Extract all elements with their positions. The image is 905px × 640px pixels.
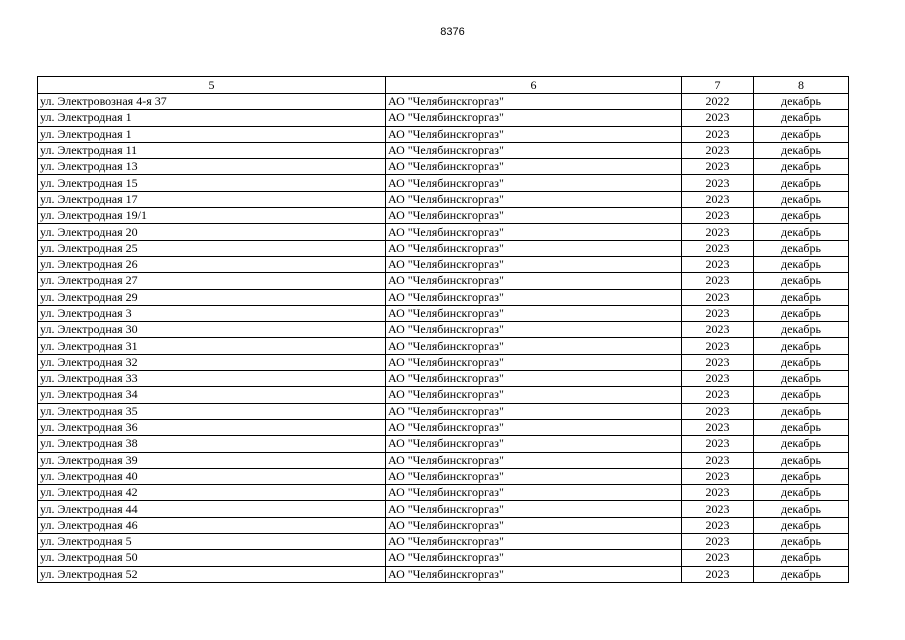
organization-cell: АО "Челябинскгоргаз" — [386, 550, 682, 566]
table-row — [38, 256, 849, 272]
year-cell: 2023 — [682, 371, 754, 387]
table-header-row — [38, 77, 849, 94]
organization-cell: АО "Челябинскгоргаз" — [386, 159, 682, 175]
data-table — [37, 76, 849, 583]
table-row — [38, 126, 849, 142]
organization-cell: АО "Челябинскгоргаз" — [386, 322, 682, 338]
month-cell: декабрь — [754, 175, 849, 191]
organization-cell: АО "Челябинскгоргаз" — [386, 305, 682, 321]
table-row — [38, 322, 849, 338]
year-cell: 2023 — [682, 534, 754, 550]
organization-cell: АО "Челябинскгоргаз" — [386, 485, 682, 501]
year-cell: 2023 — [682, 485, 754, 501]
year-cell: 2023 — [682, 159, 754, 175]
organization-cell: АО "Челябинскгоргаз" — [386, 256, 682, 272]
month-cell: декабрь — [754, 566, 849, 582]
month-cell: декабрь — [754, 208, 849, 224]
year-cell: 2023 — [682, 175, 754, 191]
year-cell: 2023 — [682, 403, 754, 419]
table-body — [38, 94, 849, 583]
address-cell: ул. Электродная 33 — [38, 371, 386, 387]
table-row — [38, 354, 849, 370]
month-cell: декабрь — [754, 126, 849, 142]
organization-cell: АО "Челябинскгоргаз" — [386, 94, 682, 110]
month-cell: декабрь — [754, 501, 849, 517]
address-cell: ул. Электродная 29 — [38, 289, 386, 305]
column-header: 8 — [754, 77, 849, 94]
organization-cell: АО "Челябинскгоргаз" — [386, 142, 682, 158]
month-cell: декабрь — [754, 289, 849, 305]
month-cell: декабрь — [754, 387, 849, 403]
month-cell: декабрь — [754, 452, 849, 468]
table-row — [38, 240, 849, 256]
year-cell: 2023 — [682, 354, 754, 370]
year-cell: 2023 — [682, 419, 754, 435]
column-header: 6 — [386, 77, 682, 94]
month-cell: декабрь — [754, 191, 849, 207]
address-cell: ул. Электродная 52 — [38, 566, 386, 582]
organization-cell: АО "Челябинскгоргаз" — [386, 387, 682, 403]
month-cell: декабрь — [754, 517, 849, 533]
table-row — [38, 468, 849, 484]
month-cell: декабрь — [754, 256, 849, 272]
organization-cell: АО "Челябинскгоргаз" — [386, 208, 682, 224]
table-row — [38, 566, 849, 582]
organization-cell: АО "Челябинскгоргаз" — [386, 224, 682, 240]
table-row — [38, 403, 849, 419]
month-cell: декабрь — [754, 371, 849, 387]
year-cell: 2023 — [682, 273, 754, 289]
address-cell: ул. Электровозная 4-я 37 — [38, 94, 386, 110]
table-row — [38, 94, 849, 110]
organization-cell: АО "Челябинскгоргаз" — [386, 273, 682, 289]
organization-cell: АО "Челябинскгоргаз" — [386, 452, 682, 468]
month-cell: декабрь — [754, 224, 849, 240]
organization-cell: АО "Челябинскгоргаз" — [386, 354, 682, 370]
organization-cell: АО "Челябинскгоргаз" — [386, 371, 682, 387]
organization-cell: АО "Челябинскгоргаз" — [386, 517, 682, 533]
year-cell: 2023 — [682, 501, 754, 517]
column-header: 5 — [38, 77, 386, 94]
month-cell: декабрь — [754, 419, 849, 435]
table-row — [38, 273, 849, 289]
address-cell: ул. Электродная 38 — [38, 436, 386, 452]
year-cell: 2023 — [682, 322, 754, 338]
month-cell: декабрь — [754, 159, 849, 175]
organization-cell: АО "Челябинскгоргаз" — [386, 566, 682, 582]
organization-cell: АО "Челябинскгоргаз" — [386, 534, 682, 550]
table-row — [38, 387, 849, 403]
page-number: 8376 — [440, 26, 465, 38]
year-cell: 2023 — [682, 338, 754, 354]
year-cell: 2023 — [682, 289, 754, 305]
table-row — [38, 419, 849, 435]
year-cell: 2023 — [682, 110, 754, 126]
address-cell: ул. Электродная 26 — [38, 256, 386, 272]
table-row — [38, 305, 849, 321]
address-cell: ул. Электродная 13 — [38, 159, 386, 175]
table-row — [38, 452, 849, 468]
address-cell: ул. Электродная 32 — [38, 354, 386, 370]
year-cell: 2023 — [682, 436, 754, 452]
month-cell: декабрь — [754, 142, 849, 158]
table-row — [38, 436, 849, 452]
address-cell: ул. Электродная 40 — [38, 468, 386, 484]
month-cell: декабрь — [754, 240, 849, 256]
organization-cell: АО "Челябинскгоргаз" — [386, 240, 682, 256]
year-cell: 2022 — [682, 94, 754, 110]
address-cell: ул. Электродная 19/1 — [38, 208, 386, 224]
month-cell: декабрь — [754, 305, 849, 321]
month-cell: декабрь — [754, 468, 849, 484]
year-cell: 2023 — [682, 305, 754, 321]
organization-cell: АО "Челябинскгоргаз" — [386, 501, 682, 517]
year-cell: 2023 — [682, 550, 754, 566]
month-cell: декабрь — [754, 534, 849, 550]
table-row — [38, 175, 849, 191]
address-cell: ул. Электродная 35 — [38, 403, 386, 419]
table-row — [38, 371, 849, 387]
table-row — [38, 142, 849, 158]
column-header: 7 — [682, 77, 754, 94]
table-row — [38, 289, 849, 305]
month-cell: декабрь — [754, 94, 849, 110]
address-cell: ул. Электродная 46 — [38, 517, 386, 533]
year-cell: 2023 — [682, 240, 754, 256]
organization-cell: АО "Челябинскгоргаз" — [386, 289, 682, 305]
address-cell: ул. Электродная 36 — [38, 419, 386, 435]
organization-cell: АО "Челябинскгоргаз" — [386, 175, 682, 191]
address-cell: ул. Электродная 27 — [38, 273, 386, 289]
month-cell: декабрь — [754, 550, 849, 566]
address-cell: ул. Электродная 3 — [38, 305, 386, 321]
organization-cell: АО "Челябинскгоргаз" — [386, 126, 682, 142]
organization-cell: АО "Челябинскгоргаз" — [386, 403, 682, 419]
table-row — [38, 224, 849, 240]
year-cell: 2023 — [682, 208, 754, 224]
organization-cell: АО "Челябинскгоргаз" — [386, 110, 682, 126]
table-row — [38, 110, 849, 126]
year-cell: 2023 — [682, 256, 754, 272]
address-cell: ул. Электродная 39 — [38, 452, 386, 468]
address-cell: ул. Электродная 30 — [38, 322, 386, 338]
organization-cell: АО "Челябинскгоргаз" — [386, 191, 682, 207]
address-cell: ул. Электродная 5 — [38, 534, 386, 550]
address-cell: ул. Электродная 11 — [38, 142, 386, 158]
month-cell: декабрь — [754, 485, 849, 501]
year-cell: 2023 — [682, 517, 754, 533]
year-cell: 2023 — [682, 126, 754, 142]
table-row — [38, 485, 849, 501]
address-cell: ул. Электродная 42 — [38, 485, 386, 501]
address-cell: ул. Электродная 31 — [38, 338, 386, 354]
year-cell: 2023 — [682, 224, 754, 240]
address-cell: ул. Электродная 1 — [38, 110, 386, 126]
organization-cell: АО "Челябинскгоргаз" — [386, 468, 682, 484]
month-cell: декабрь — [754, 403, 849, 419]
table-row — [38, 517, 849, 533]
year-cell: 2023 — [682, 566, 754, 582]
month-cell: декабрь — [754, 354, 849, 370]
address-cell: ул. Электродная 1 — [38, 126, 386, 142]
year-cell: 2023 — [682, 387, 754, 403]
table-row — [38, 191, 849, 207]
month-cell: декабрь — [754, 338, 849, 354]
address-cell: ул. Электродная 15 — [38, 175, 386, 191]
organization-cell: АО "Челябинскгоргаз" — [386, 338, 682, 354]
address-cell: ул. Электродная 25 — [38, 240, 386, 256]
year-cell: 2023 — [682, 191, 754, 207]
organization-cell: АО "Челябинскгоргаз" — [386, 436, 682, 452]
table-row — [38, 534, 849, 550]
year-cell: 2023 — [682, 452, 754, 468]
organization-cell: АО "Челябинскгоргаз" — [386, 419, 682, 435]
table-row — [38, 550, 849, 566]
year-cell: 2023 — [682, 142, 754, 158]
month-cell: декабрь — [754, 322, 849, 338]
table-row — [38, 208, 849, 224]
year-cell: 2023 — [682, 468, 754, 484]
address-cell: ул. Электродная 17 — [38, 191, 386, 207]
table-row — [38, 501, 849, 517]
address-cell: ул. Электродная 20 — [38, 224, 386, 240]
month-cell: декабрь — [754, 436, 849, 452]
address-cell: ул. Электродная 34 — [38, 387, 386, 403]
table-row — [38, 159, 849, 175]
month-cell: декабрь — [754, 273, 849, 289]
address-cell: ул. Электродная 50 — [38, 550, 386, 566]
address-cell: ул. Электродная 44 — [38, 501, 386, 517]
month-cell: декабрь — [754, 110, 849, 126]
table-row — [38, 338, 849, 354]
